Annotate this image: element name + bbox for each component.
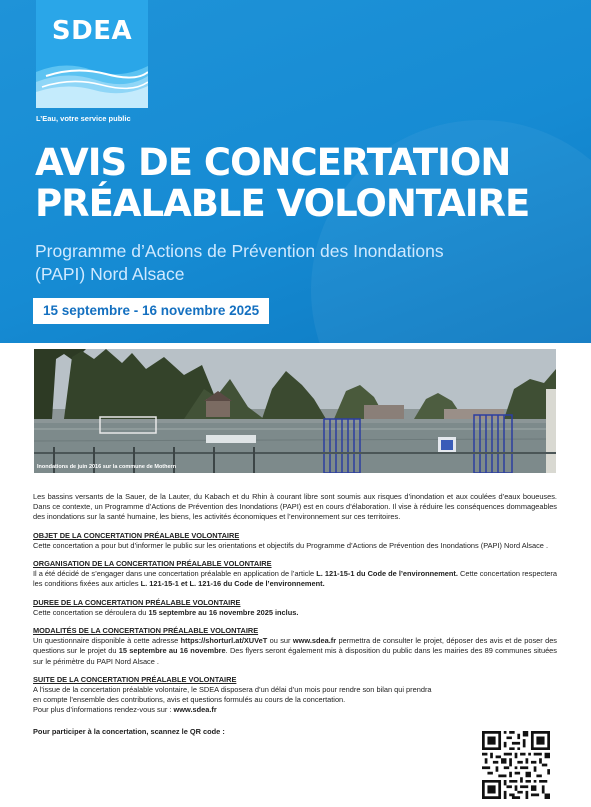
section-organisation [33, 559, 557, 590]
section-text-line: A l’issue de la concertation préalable volontaire, le SDEA disposera d’un délai d’un mois pour rendre son bilan qui prendra [33, 685, 432, 695]
text: ou sur [267, 636, 293, 646]
section-text [33, 569, 557, 589]
section-objet [33, 531, 557, 551]
section-text-line [33, 705, 473, 715]
section-text [33, 608, 557, 618]
questionnaire-link[interactable]: https://shorturl.at/XUVeT [180, 636, 268, 646]
text: . Des flyers seront également mis à disposition du public dans les mairies des 89 communes situées sur le périmètre du PAPI Nord Alsace . [33, 646, 557, 666]
text: Pour plus d’informations rendez-vous sur : [33, 705, 174, 715]
subtitle-line-2: (PAPI) Nord Alsace [35, 264, 185, 284]
section-text: Cette concertation a pour but d’informer le public sur les orientations et objectifs du Programme d’Actions de Prévention des Inondations (PAPI) Nord Alsace . [33, 540, 549, 550]
header-banner [0, 0, 591, 343]
flood-photo-image [34, 349, 556, 473]
sdea-website-link[interactable]: www.sdea.fr [173, 705, 217, 715]
sdea-logo [36, 0, 148, 108]
notice-body [33, 492, 557, 737]
bold-dates: 15 septembre au 16 novembre 2025 inclus. [148, 607, 299, 617]
section-title: MODALITÉS DE LA CONCERTATION PRÉALABLE VOLONTAIRE [33, 626, 259, 636]
section-modalites [33, 626, 557, 667]
section-title: OBJET DE LA CONCERTATION PRÉALABLE VOLONTAIRE [33, 530, 240, 540]
text: Il a été décidé de s’engager dans une concertation préalable en application de l’article [33, 569, 317, 579]
subtitle-line-1: Programme d’Actions de Prévention des Inondations [35, 241, 444, 261]
section-text [33, 636, 557, 667]
photo-caption: Inondations de juin 2016 sur la commune de Mothern [37, 464, 177, 470]
section-text-line: en compte l’ensemble des contributions, avis et questions formulés au cours de la concertation. [33, 695, 346, 705]
flood-photo [34, 349, 556, 473]
qr-prompt [33, 727, 557, 737]
text: Un questionnaire disponible à cette adresse [33, 636, 181, 646]
section-suite [33, 675, 473, 716]
text: Cette concertation se déroulera du [33, 607, 149, 617]
bold-reference: L. 121-15-1 et L. 121-16 du Code de l’environnement. [140, 579, 325, 589]
tagline: L’Eau, votre service public [36, 114, 131, 123]
section-title: DUREE DE LA CONCERTATION PRÉALABLE VOLONTAIRE [33, 597, 241, 607]
section-duree [33, 598, 557, 618]
qr-prompt-text: Pour participer à la concertation, scannez le QR code : [33, 726, 225, 736]
section-title: ORGANISATION DE LA CONCERTATION PRÉALABLE VOLONTAIRE [33, 559, 272, 569]
sdea-website-link[interactable]: www.sdea.fr [292, 636, 337, 646]
bold-reference: L. 121-15-1 du Code de l’environnement. [316, 569, 458, 579]
logo-text: SDEA [51, 16, 133, 46]
page-title [35, 142, 575, 224]
text: Cette concertation respectera les conditions fixées aux articles [33, 569, 557, 589]
title-line-2: PRÉALABLE VOLONTAIRE [35, 182, 530, 225]
intro-paragraph: Les bassins versants de la Sauer, de la Lauter, du Kabach et du Rhin à courant libre sont soumis aux risques d’inondation et aux coulées d’eaux boueuses. Dans ce contexte, un Programme d’Actions de Prévention des Inondations (PAPI) est en cours d’élaboration. Il vise à réduire les conséquences dommageables des inondations sur la santé humaine, les biens, les activités économiques et l’environnement sur ces territoires. [33, 492, 557, 522]
title-line-1: AVIS DE CONCERTATION [35, 141, 511, 184]
bold-dates: 15 septembre au 16 novembre [118, 646, 226, 656]
subtitle [35, 240, 575, 286]
qr-code-icon[interactable] [482, 731, 550, 799]
logo-waves-icon [36, 52, 148, 108]
section-title: SUITE DE LA CONCERTATION PRÉALABLE VOLONTAIRE [33, 674, 237, 684]
date-range-badge: 15 septembre - 16 novembre 2025 [33, 298, 269, 324]
text: permettra de consulter le projet, déposer des avis et de poser des questions sur le projet du [33, 636, 557, 656]
